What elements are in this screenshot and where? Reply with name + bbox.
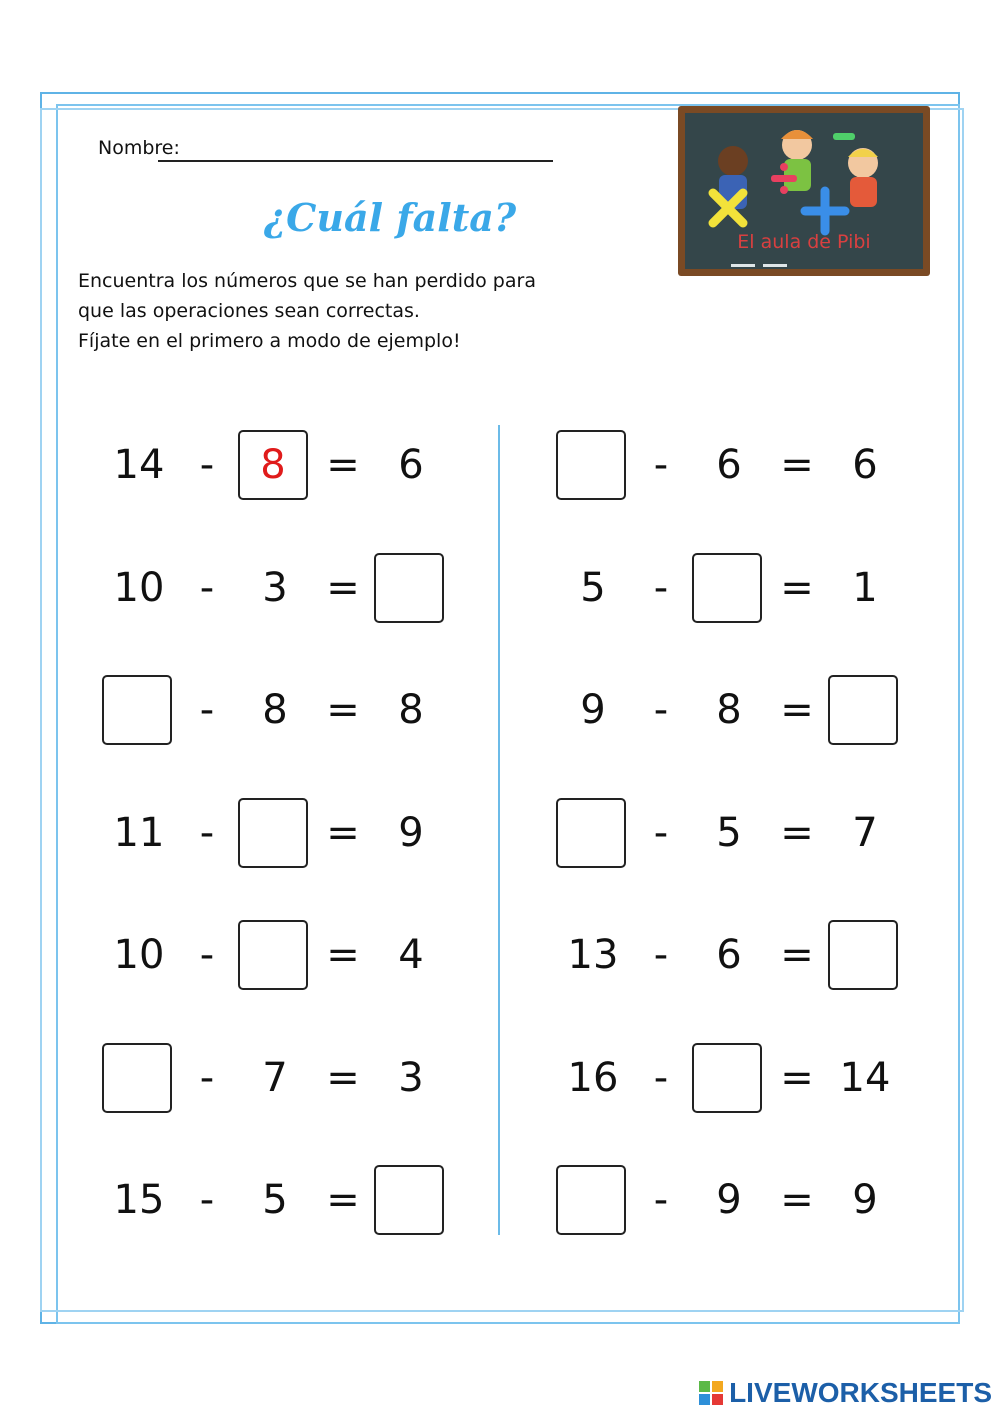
- number: 5: [716, 809, 742, 856]
- number: 9: [398, 809, 424, 856]
- number: 9: [580, 687, 606, 733]
- equals-sign: =: [780, 1177, 814, 1223]
- equals-sign: =: [326, 442, 360, 488]
- equals-sign: =: [326, 1177, 360, 1223]
- number: 14: [839, 1054, 891, 1101]
- footer-brand: [699, 1376, 992, 1410]
- name-input-line[interactable]: [158, 160, 553, 162]
- equals-sign: =: [780, 564, 814, 611]
- minus-sign: -: [653, 809, 669, 856]
- brand-name: LIVEWORKSHEETS: [729, 1377, 992, 1408]
- minus-sign: -: [653, 1054, 669, 1101]
- number: 16: [567, 1054, 619, 1101]
- answer-box[interactable]: [692, 1043, 762, 1113]
- example-answer-box[interactable]: 8: [238, 430, 308, 500]
- minus-sign: -: [199, 564, 215, 611]
- answer-box[interactable]: [828, 675, 898, 745]
- number: 6: [716, 932, 742, 978]
- number: 10: [113, 564, 165, 611]
- minus-sign: -: [199, 1177, 215, 1223]
- answer-box[interactable]: [692, 553, 762, 623]
- number: 10: [113, 932, 165, 978]
- number: 6: [852, 442, 878, 488]
- liveworksheets-logo-icon: [699, 1381, 723, 1405]
- column-divider: [498, 425, 500, 1235]
- answer-box[interactable]: [828, 920, 898, 990]
- minus-sign: -: [199, 809, 215, 856]
- minus-sign: -: [653, 687, 669, 733]
- answer-box[interactable]: [556, 1165, 626, 1235]
- number: 13: [567, 932, 619, 978]
- minus-sign: -: [653, 564, 669, 611]
- minus-sign: -: [199, 442, 215, 488]
- instruction-line: Encuentra los números que se han perdido para: [78, 270, 536, 292]
- number: 11: [113, 809, 165, 856]
- number: 5: [580, 564, 606, 611]
- instruction-line: que las operaciones sean correctas.: [78, 300, 420, 322]
- number: 7: [262, 1054, 288, 1101]
- chalk-piece: [763, 264, 787, 267]
- answer-box[interactable]: [102, 675, 172, 745]
- answer-box[interactable]: [238, 920, 308, 990]
- answer-box[interactable]: [374, 1165, 444, 1235]
- number: 8: [262, 687, 288, 733]
- equals-sign: =: [326, 564, 360, 611]
- answer-box[interactable]: [556, 430, 626, 500]
- answer-box[interactable]: [556, 798, 626, 868]
- answer-box[interactable]: [374, 553, 444, 623]
- answer-box[interactable]: [102, 1043, 172, 1113]
- number: 9: [716, 1177, 742, 1223]
- number: 14: [113, 442, 165, 488]
- number: 3: [398, 1054, 424, 1101]
- page-title: ¿Cuál falta?: [263, 195, 517, 240]
- equals-sign: =: [780, 809, 814, 856]
- equals-sign: =: [326, 932, 360, 978]
- equals-sign: =: [780, 687, 814, 733]
- number: 8: [716, 687, 742, 733]
- name-label: Nombre:: [98, 137, 180, 159]
- minus-sign: -: [199, 1054, 215, 1101]
- equals-sign: =: [780, 1054, 814, 1101]
- number: 7: [852, 809, 878, 856]
- chalkboard-surface: [685, 113, 923, 269]
- instructions: [78, 266, 638, 356]
- chalkboard-logo: [678, 106, 930, 276]
- number: 6: [398, 442, 424, 488]
- equals-sign: =: [780, 932, 814, 978]
- equals-sign: =: [326, 809, 360, 856]
- number: 3: [262, 564, 288, 611]
- answer-box[interactable]: [238, 798, 308, 868]
- number: 5: [262, 1177, 288, 1223]
- equals-sign: =: [326, 1054, 360, 1101]
- equals-sign: =: [780, 442, 814, 488]
- number: 8: [398, 687, 424, 733]
- number: 9: [852, 1177, 878, 1223]
- number: 15: [113, 1177, 165, 1223]
- minus-sign: -: [199, 932, 215, 978]
- minus-sign: -: [653, 932, 669, 978]
- logo-caption: El aula de Pibi: [737, 231, 871, 253]
- minus-sign: -: [653, 1177, 669, 1223]
- number: 6: [716, 442, 742, 488]
- chalk-piece: [731, 264, 755, 267]
- minus-sign: -: [653, 442, 669, 488]
- number: 1: [852, 564, 878, 611]
- minus-sign: -: [199, 687, 215, 733]
- number: 4: [398, 932, 424, 978]
- equals-sign: =: [326, 687, 360, 733]
- instruction-line: Fíjate en el primero a modo de ejemplo!: [78, 330, 461, 352]
